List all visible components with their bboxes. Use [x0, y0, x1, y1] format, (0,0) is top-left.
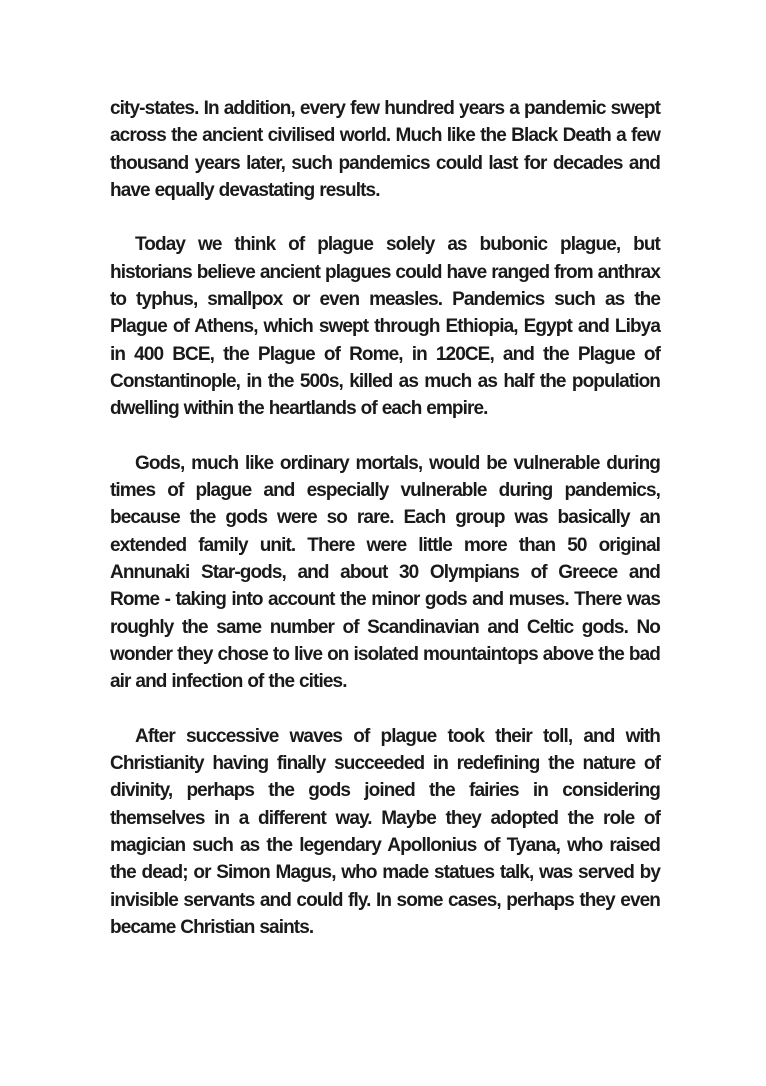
paragraph-4: After successive waves of plague took their toll, and with Christianity having finally succeeded in redefining the nature of divinity, perhaps the gods joined the fairies in considering themselves in a different way. Maybe they adopted the role of magician such as the legendary Apollonius of Tyana, who raised the dead; or Simon Magus, who made statues talk, was served by invisible servants and could fly. In some cases, perhaps they even became Christian saints.: [110, 725, 660, 938]
paragraph-1: city-states. In addition, every few hundred years a pandemic swept across the ancient civilised world. Much like the Black Death a few thousand years later, such pandemics could last for decades and have equally devastating results.: [110, 98, 660, 201]
paragraph-2: Today we think of plague solely as bubonic plague, but historians believe ancient plagues could have ranged from anthrax to typhus, smallpox or even measles. Pandemics such as the Plague of Athens, which swept through Ethiopia, Egypt and Libya in 400 BCE, the Plague of Rome, in 120CE, and the Plague of Constantinople, in the 500s, killed as much as half the population dwelling within the heartlands of each empire.: [110, 234, 660, 420]
body-text: [110, 95, 660, 969]
paragraph-3: Gods, much like ordinary mortals, would be vulnerable during times of plague and especially vulnerable during pandemics, because the gods were so rare. Each group was basically an extended family unit. There were little more than 50 original Annunaki Star-gods, and about 30 Olympians of Greece and Rome - taking into account the minor gods and muses. There was roughly the same number of Scandinavian and Celtic gods. No wonder they chose to live on isolated mountaintops above the bad air and infection of the cities.: [110, 452, 660, 693]
